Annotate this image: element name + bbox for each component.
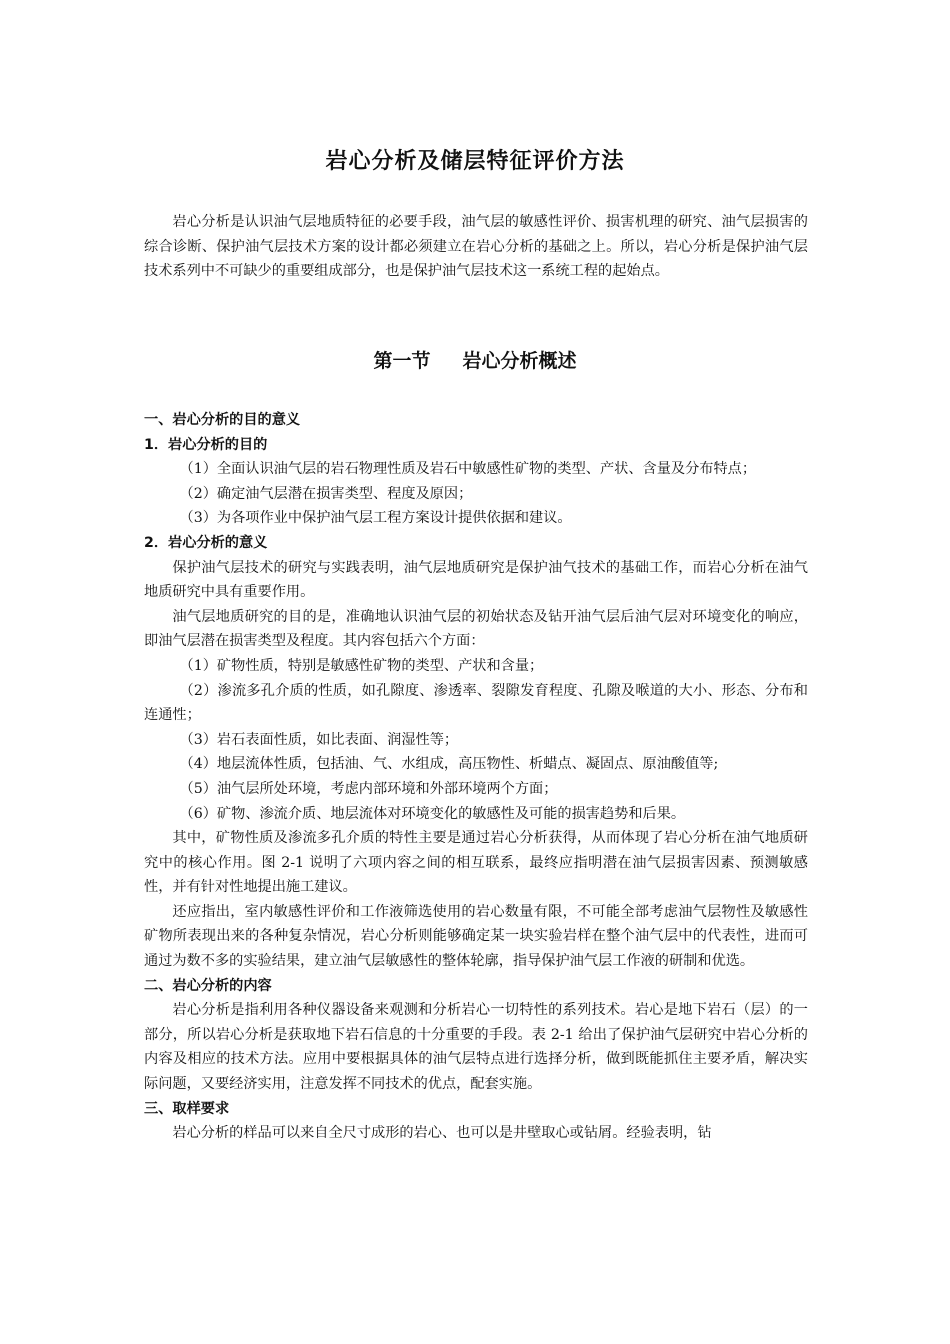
section-body — [144, 408, 808, 1146]
subheading: 三、取样要求 — [144, 1100, 230, 1117]
paragraph: 岩心分析的样品可以来自全尺寸成形的岩心、也可以是井壁取心或钻屑。经验表明，钻 — [172, 1125, 712, 1142]
paragraph: 保护油气层技术的研究与实践表明，油气层地质研究是保护油气技术的基础工作，而岩心分析在油气地质研究中具有重要作用。 — [144, 559, 808, 601]
list-item: （6）矿物、渗流介质、地层流体对环境变化的敏感性及可能的损害趋势和后果。 — [179, 805, 686, 822]
list-item: （1）全面认识油气层的岩石物理性质及岩石中敏感性矿物的类型、产状、含量及分布特点； — [179, 461, 757, 478]
subheading: 2．岩心分析的意义 — [144, 534, 268, 551]
paragraph: 岩心分析是指利用各种仪器设备来观测和分析岩心一切特性的系列技术。岩心是地下岩石（层）的一部分，所以岩心分析是获取地下岩石信息的十分重要的手段。表 2-1 给出了保护油气层研究中岩心分析的内容及相应的技术方法。应用中要根据具体的油气层特点进行选择分析，做到既能抓住主要矛盾，解决实际问题，又要经济实用，注意发挥不同技术的优点，配套实施。 — [144, 1002, 808, 1093]
list-item: （1）矿物性质，特别是敏感性矿物的类型、产状和含量； — [179, 657, 544, 674]
paragraph: 油气层地质研究的目的是，准确地认识油气层的初始状态及钻开油气层后油气层对环境变化的响应，即油气层潜在损害类型及程度。其内容包括六个方面： — [144, 608, 808, 650]
list-item: （5）油气层所处环境，考虑内部环境和外部环境两个方面； — [179, 780, 558, 797]
section-heading — [0, 346, 950, 373]
list-item: （2）确定油气层潜在损害类型、程度及原因； — [179, 485, 473, 502]
subheading: 二、岩心分析的内容 — [144, 977, 272, 994]
subheading: 1．岩心分析的目的 — [144, 436, 268, 453]
intro-paragraph: 岩心分析是认识油气层地质特征的必要手段，油气层的敏感性评价、损害机理的研究、油气层损害的综合诊断、保护油气层技术方案的设计都必须建立在岩心分析的基础之上。所以，岩心分析是保护油气层技术系列中不可缺少的重要组成部分，也是保护油气层技术这一系统工程的起始点。 — [144, 214, 808, 280]
section-number: 第一节 — [373, 350, 431, 372]
section-name: 岩心分析概述 — [462, 350, 577, 372]
subheading: 一、岩心分析的目的意义 — [144, 412, 301, 428]
list-item: （2）渗流多孔介质的性质，如孔隙度、渗透率、裂隙发育程度、孔隙及喉道的大小、形态、分布和连通性； — [144, 682, 808, 724]
list-item: （3）岩石表面性质，如比表面、润湿性等； — [179, 731, 459, 748]
list-item: （3）为各项作业中保护油气层工程方案设计提供依据和建议。 — [179, 510, 572, 527]
paragraph: 还应指出，室内敏感性评价和工作液筛选使用的岩心数量有限，不可能全部考虑油气层物性及敏感性矿物所表现出来的各种复杂情况，岩心分析则能够确定某一块实验岩样在整个油气层中的代表性，进而可通过为数不多的实验结果，建立油气层敏感性的整体轮廓，指导保护油气层工作液的研制和优选。 — [144, 903, 808, 970]
paragraph: 其中，矿物性质及渗流多孔介质的特性主要是通过岩心分析获得，从而体现了岩心分析在油气地质研究中的核心作用。图 2-1 说明了六项内容之间的相互联系，最终应指明潜在油气层损害因素、预测敏感性，并有针对性地提出施工建议。 — [144, 830, 808, 896]
list-item: （4）地层流体性质，包括油、气、水组成，高压物性、析蜡点、凝固点、原油酸值等; — [179, 756, 719, 773]
document-title: 岩心分析及储层特征评价方法 — [325, 149, 625, 174]
intro-paragraph-block — [144, 210, 808, 284]
